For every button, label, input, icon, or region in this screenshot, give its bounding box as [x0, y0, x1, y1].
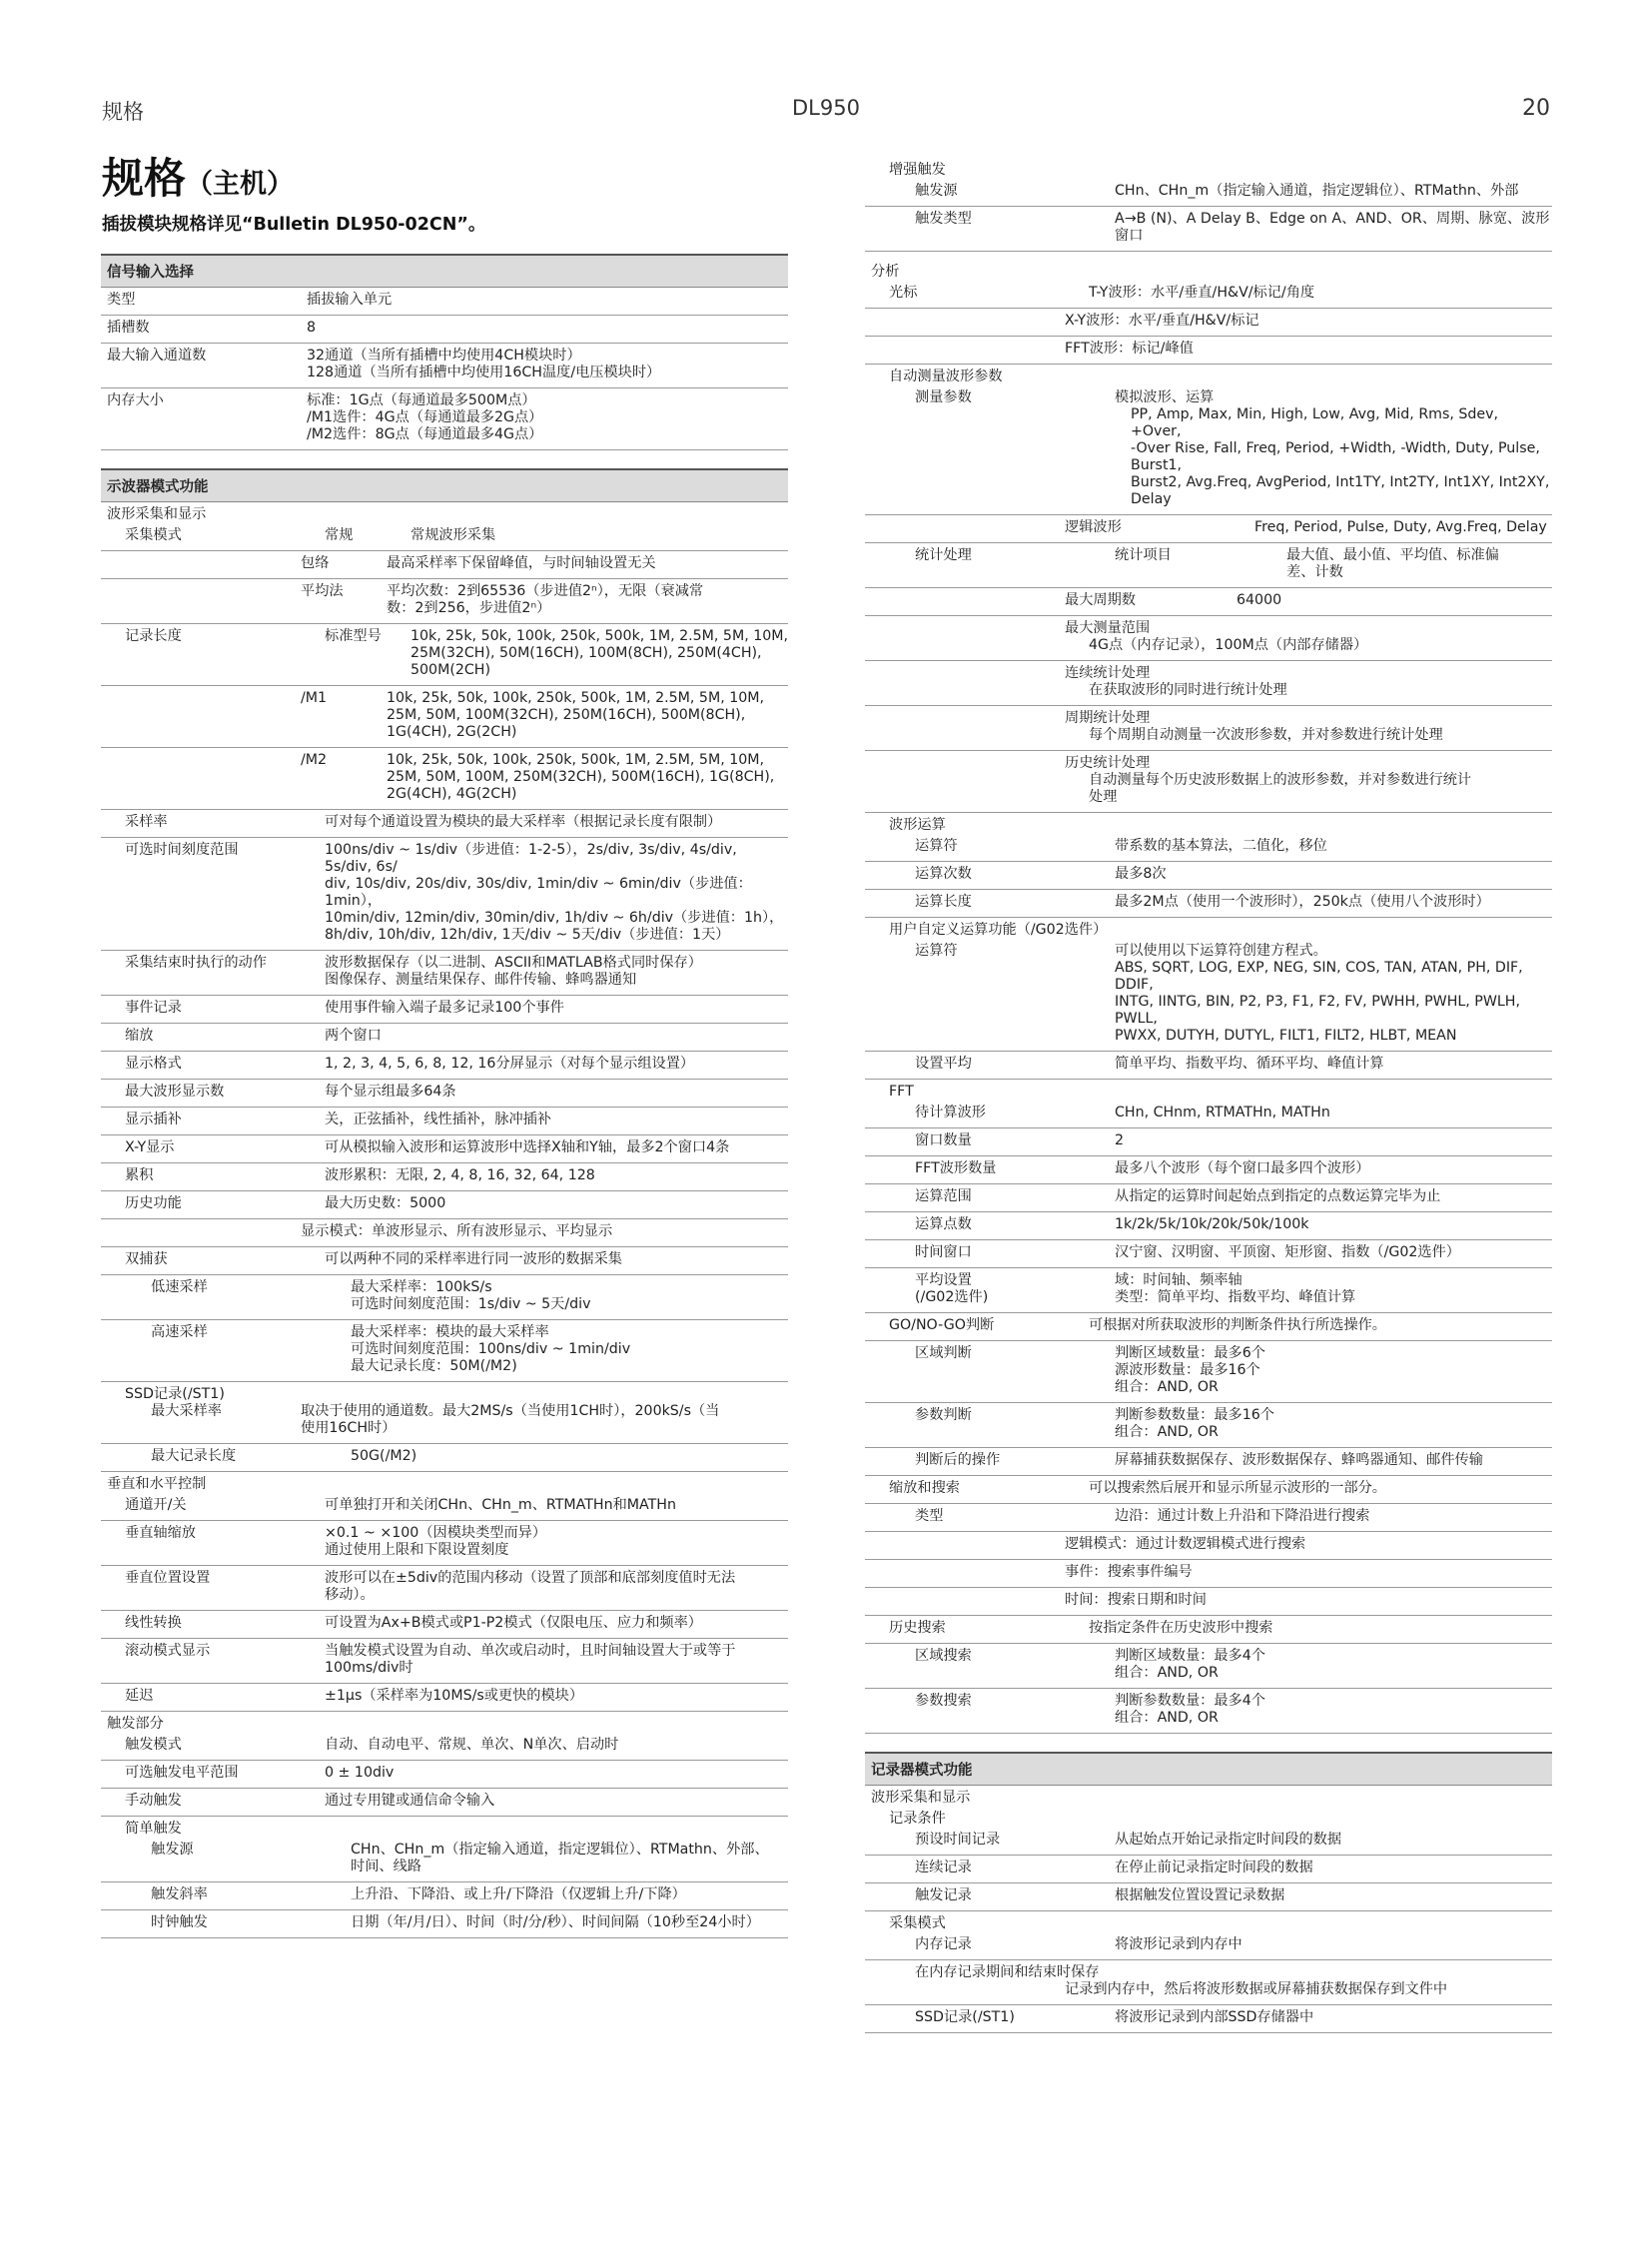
spec-row: 时间窗口 汉宁窗、汉明窗、平顶窗、矩形窗、指数（/G02选件） — [865, 1240, 1552, 1268]
spec-row: 采集结束时执行的动作 波形数据保存（以二进制、ASCII和MATLAB格式同时保存） 图像保存、测量结果保存、邮件传输、蜂鸣器通知 — [101, 951, 788, 996]
spec-row: 平均设置 (/G02选件) 域：时间轴、频率轴 类型：简单平均、指数平均、峰值计算 — [865, 1268, 1552, 1313]
spec-row: 最大记录长度 50G(/M2) — [101, 1444, 788, 1472]
spec-row: 运算点数 1k/2k/5k/10k/20k/50k/100k — [865, 1212, 1552, 1240]
spec-row: 历史搜索 按指定条件在历史波形中搜索 — [865, 1616, 1552, 1644]
group-rec-condition: 记录条件 — [889, 1811, 946, 1827]
spec-row: 参数搜索 判断参数数量：最多4个 组合：AND, OR — [865, 1689, 1552, 1734]
spec-row: 事件：搜索事件编号 — [865, 1560, 1552, 1588]
spec-row: 缩放 两个窗口 — [101, 1024, 788, 1052]
right-column — [865, 158, 1552, 2033]
spec-row: 触发源 CHn、CHn_m（指定输入通道，指定逻辑位）、RTMathn、外部 — [865, 179, 1552, 207]
section-signal-input: 信号输入选择 — [101, 254, 788, 288]
spec-row: SSD记录(/ST1) 最大采样率 取决于使用的通道数。最大2MS/s（当使用1CH时），200kS/s（当 使用16CH时） — [101, 1382, 788, 1444]
spec-row: 运算长度 最多2M点（使用一个波形时），250k点（使用八个波形时） — [865, 890, 1552, 918]
spec-row: FFT波形：标记/峰值 — [865, 337, 1552, 365]
spec-row: 运算符 带系数的基本算法，二值化，移位 — [865, 834, 1552, 862]
group-acq-mode: 采集模式 — [889, 1915, 946, 1931]
spec-row: 缩放和搜索 可以搜索然后展开和显示所显示波形的一部分。 — [865, 1476, 1552, 1504]
spec-row: 垂直轴缩放 ×0.1 ~ ×100（因模块类型而异） 通过使用上限和下限设置刻度 — [101, 1521, 788, 1566]
spec-row: /M1 10k, 25k, 50k, 100k, 250k, 500k, 1M, 2.5M, 5M, 10M, 25M, 50M, 100M(32CH), 250M(16CH), 500M(8CH), 1G(4CH), 2G(2CH) — [101, 686, 788, 748]
spec-row: /M2 10k, 25k, 50k, 100k, 250k, 500k, 1M, 2.5M, 5M, 10M, 25M, 50M, 100M, 250M(32CH), 500M(16CH), 1G(8CH), 2G(4CH), 4G(2CH) — [101, 748, 788, 810]
spec-row: 触发源 CHn、CHn_m（指定输入通道，指定逻辑位）、RTMathn、外部、 时间、线路 — [101, 1838, 788, 1882]
page-title: 规格（主机） — [102, 154, 295, 203]
page-number: 20 — [1522, 96, 1550, 121]
spec-row: 统计处理 统计项目 最大值、最小值、平均值、标准偏 差、计数 — [865, 543, 1552, 588]
spec-row: 延迟 ±1μs（采样率为10MS/s或更快的模块） — [101, 1684, 788, 1712]
spec-row: 时间：搜索日期和时间 — [865, 1588, 1552, 1616]
spec-row: 参数判断 判断参数数量：最多16个 组合：AND, OR — [865, 1403, 1552, 1448]
group-simple-trigger: 简单触发 — [125, 1821, 182, 1837]
spec-row: 测量参数 模拟波形、运算 PP, Amp, Max, Min, High, Low, Avg, Mid, Rms, Sdev, +Over, -Over Rise, Fall, Freq, Period, +Width, -Width, Duty, Pulse, Burst1, Burst2, Avg.Freq, AvgPeriod, Int1TY, Int2TY, Int1XY, Int2XY, Delay — [865, 385, 1552, 515]
spec-row: 最大输入通道数 32通道（当所有插槽中均使用4CH模块时） 128通道（当所有插槽中均使用16CH温度/电压模块时） — [101, 344, 788, 388]
section-scope-mode: 示波器模式功能 — [101, 468, 788, 502]
group-fft: FFT — [889, 1084, 914, 1100]
group-acquisition: 波形采集和显示 — [107, 506, 207, 522]
header-model: DL950 — [792, 96, 860, 120]
spec-row: 插槽数 8 — [101, 316, 788, 344]
group-analysis: 分析 — [871, 264, 900, 280]
section-recorder-mode: 记录器模式功能 — [865, 1752, 1552, 1786]
spec-row: 设置平均 简单平均、指数平均、循环平均、峰值计算 — [865, 1052, 1552, 1080]
spec-row: FFT波形数量 最多八个波形（每个窗口最多四个波形） — [865, 1156, 1552, 1184]
spec-row: 逻辑波形 Freq, Period, Pulse, Duty, Avg.Freq, Delay — [865, 515, 1552, 543]
spec-row: 显示格式 1, 2, 3, 4, 5, 6, 8, 12, 16分屏显示（对每个显示组设置） — [101, 1052, 788, 1080]
header-section-label: 规格 — [102, 100, 144, 124]
spec-row: 连续统计处理 在获取波形的同时进行统计处理 — [865, 661, 1552, 706]
spec-row: 平均法 平均次数：2到65536（步进值2ⁿ），无限（衰减常 数：2到256，步进值2ⁿ） — [101, 579, 788, 624]
spec-row: 低速采样 最大采样率：100kS/s 可选时间刻度范围：1s/div ~ 5天/div — [101, 1275, 788, 1320]
spec-row: 历史统计处理 自动测量每个历史波形数据上的波形参数，并对参数进行统计 处理 — [865, 751, 1552, 813]
spec-row: 最大波形显示数 每个显示组最多64条 — [101, 1080, 788, 1108]
group-rec-acquisition: 波形采集和显示 — [871, 1790, 971, 1806]
spec-row: 包络 最高采样率下保留峰值，与时间轴设置无关 — [101, 551, 788, 579]
spec-row: 累积 波形累积：无限, 2, 4, 8, 16, 32, 64, 128 — [101, 1163, 788, 1191]
spec-row: 光标 T-Y波形：水平/垂直/H&V/标记/角度 — [865, 281, 1552, 309]
spec-row: 运算次数 最多8次 — [865, 862, 1552, 890]
spec-row: 高速采样 最大采样率：模块的最大采样率 可选时间刻度范围：100ns/div ~ 1min/div 最大记录长度：50M(/M2) — [101, 1320, 788, 1382]
spec-row: 内存大小 标准：1G点（每通道最多500M点） /M1选件：4G点（每通道最多2G点） /M2选件：8G点（每通道最多4G点） — [101, 388, 788, 450]
spec-row: 双捕获 可以两种不同的采样率进行同一波形的数据采集 — [101, 1247, 788, 1275]
spec-row: 显示插补 关，正弦插补，线性插补，脉冲插补 — [101, 1108, 788, 1135]
spec-row: 最大测量范围 4G点（内存记录），100M点（内部存储器） — [865, 616, 1552, 661]
spec-row: X-Y显示 可从模拟输入波形和运算波形中选择X轴和Y轴，最多2个窗口4条 — [101, 1135, 788, 1163]
spec-row: X-Y波形：水平/垂直/H&V/标记 — [865, 309, 1552, 337]
spec-row: 显示模式：单波形显示、所有波形显示、平均显示 — [101, 1219, 788, 1247]
spec-row: 待计算波形 CHn, CHnm, RTMATHn, MATHn — [865, 1101, 1552, 1128]
spec-row: 滚动模式显示 当触发模式设置为自动、单次或启动时，且时间轴设置大于或等于 100ms/div时 — [101, 1639, 788, 1684]
spec-row: 逻辑模式：通过计数逻辑模式进行搜索 — [865, 1532, 1552, 1560]
spec-row: 触发模式 自动、自动电平、常规、单次、N单次、启动时 — [101, 1733, 788, 1761]
spec-row: 区域搜索 判断区域数量：最多4个 组合：AND, OR — [865, 1644, 1552, 1689]
spec-row: 内存记录 将波形记录到内存中 — [865, 1932, 1552, 1960]
spec-row: GO/NO-GO判断 可根据对所获取波形的判断条件执行所选操作。 — [865, 1313, 1552, 1341]
left-column — [101, 254, 788, 1938]
spec-row: 类型 插拔输入单元 — [101, 288, 788, 316]
spec-row: 区域判断 判断区域数量：最多6个 源波形数量：最多16个 组合：AND, OR — [865, 1341, 1552, 1403]
spec-row: 窗口数量 2 — [865, 1128, 1552, 1156]
module-note: 插拔模块规格详见“Bulletin DL950-02CN”。 — [102, 215, 486, 235]
spec-row: 事件记录 使用事件输入端子最多记录100个事件 — [101, 996, 788, 1024]
spec-row: 触发斜率 上升沿、下降沿、或上升/下降沿（仅逻辑上升/下降） — [101, 1882, 788, 1910]
spec-row: 手动触发 通过专用键或通信命令输入 — [101, 1789, 788, 1817]
spec-row: 在内存记录期间和结束时保存 记录到内存中，然后将波形数据或屏幕捕获数据保存到文件中 — [865, 1960, 1552, 2005]
spec-row: 连续记录 在停止前记录指定时间段的数据 — [865, 1856, 1552, 1883]
group-waveform-calc: 波形运算 — [889, 817, 946, 833]
spec-row: 记录长度 标准型号 10k, 25k, 50k, 100k, 250k, 500k, 1M, 2.5M, 5M, 10M, 25M(32CH), 50M(16CH), 100M(8CH), 250M(4CH), 500M(2CH) — [101, 624, 788, 686]
spec-row: 周期统计处理 每个周期自动测量一次波形参数，并对参数进行统计处理 — [865, 706, 1552, 751]
spec-row: 通道开/关 可单独打开和关闭CHn、CHn_m、RTMATHn和MATHn — [101, 1493, 788, 1521]
spec-row: 预设时间记录 从起始点开始记录指定时间段的数据 — [865, 1828, 1552, 1856]
spec-row: 运算符 可以使用以下运算符创建方程式。 ABS, SQRT, LOG, EXP, NEG, SIN, COS, TAN, ATAN, PH, DIF, DDIF, INTG, IINTG, BIN, P2, P3, F1, F2, FV, PWHH, PWHL, PWLH, PWLL, PWXX, DUTYH, DUTYL, FILT1, FILT2, HLBT, MEAN — [865, 939, 1552, 1052]
spec-row: 历史功能 最大历史数：5000 — [101, 1191, 788, 1219]
spec-row: 运算范围 从指定的运算时间起始点到指定的点数运算完毕为止 — [865, 1184, 1552, 1212]
group-enhanced-trigger: 增强触发 — [889, 162, 946, 178]
group-user-defined: 用户自定义运算功能（/G02选件） — [889, 922, 1108, 938]
group-trigger: 触发部分 — [107, 1716, 164, 1732]
spec-row: 可选触发电平范围 0 ± 10div — [101, 1761, 788, 1789]
spec-row: 类型 边沿：通过计数上升沿和下降沿进行搜索 — [865, 1504, 1552, 1532]
spec-row: 采样率 可对每个通道设置为模块的最大采样率（根据记录长度有限制） — [101, 810, 788, 838]
spec-row: 可选时间刻度范围 100ns/div ~ 1s/div（步进值：1-2-5），2s/div, 3s/div, 4s/div, 5s/div, 6s/ div, 10s/div, 20s/div, 30s/div, 1min/div ~ 6min/div（步进值：1min）， 10min/div, 12min/div, 30min/div, 1h/div ~ 6h/div（步进值：1h）， 8h/div, 10h/div, 12h/div, 1天/div ~ 5天/div（步进值：1天） — [101, 838, 788, 951]
spec-row: 垂直位置设置 波形可以在±5div的范围内移动（设置了顶部和底部刻度值时无法 移动）。 — [101, 1566, 788, 1611]
spec-row: 最大周期数 64000 — [865, 588, 1552, 616]
spec-row: 线性转换 可设置为Ax+B模式或P1-P2模式（仅限电压、应力和频率） — [101, 1611, 788, 1639]
spec-row: 时钟触发 日期（年/月/日）、时间（时/分/秒）、时间间隔（10秒至24小时） — [101, 1910, 788, 1938]
spec-row: 判断后的操作 屏幕捕获数据保存、波形数据保存、蜂鸣器通知、邮件传输 — [865, 1448, 1552, 1476]
spec-row: 触发记录 根据触发位置设置记录数据 — [865, 1883, 1552, 1911]
group-auto-measure: 自动测量波形参数 — [889, 369, 1003, 384]
group-vertical-horizontal: 垂直和水平控制 — [107, 1476, 207, 1492]
spec-row: 触发类型 A→B (N)、A Delay B、Edge on A、AND、OR、周期、脉宽、波形 窗口 — [865, 207, 1552, 252]
spec-row: 采集模式 常规 常规波形采集 — [101, 523, 788, 551]
spec-row: SSD记录(/ST1) 将波形记录到内部SSD存储器中 — [865, 2005, 1552, 2033]
